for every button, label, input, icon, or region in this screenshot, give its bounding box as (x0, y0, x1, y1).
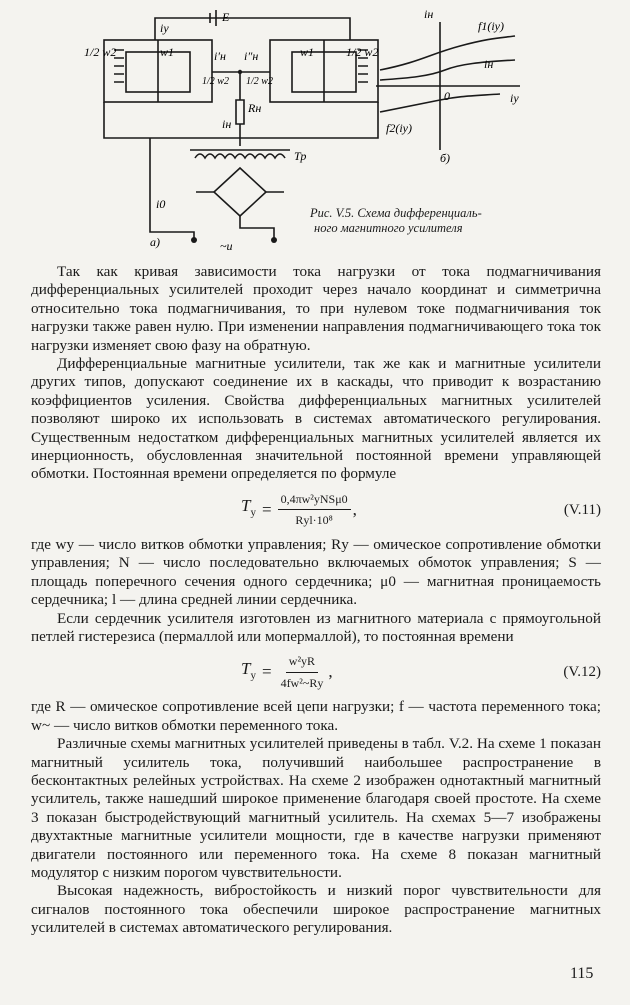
label-graph-f1: f1(iy) (478, 19, 504, 33)
paragraph-7: Высокая надежность, вибростойкость и низкий порог чувствительности для сигналов постоянного тока обеспечили широкое распространение магнитных усилителей в системах автоматического регулирования. (31, 882, 601, 937)
formula-v11-numerator: 0,4πw²уNSμ0 (278, 490, 351, 510)
caption-line-1: Рис. V.5. Схема дифференциаль- (310, 206, 482, 220)
formula-v11-number: (V.11) (563, 501, 601, 518)
label-half-w2-right: 1/2 w2 (346, 45, 379, 59)
formula-v11-tail: , (352, 499, 357, 519)
formula-v11-denominator: Rуl·10⁸ (295, 513, 333, 528)
formula-v12-fraction (278, 652, 327, 692)
formula-v12-numerator: w²уR (286, 652, 318, 672)
label-u: ~u (220, 239, 233, 253)
label-half-w2-mid-right: 1/2 w2 (246, 76, 273, 87)
paragraph-5: где R — омическое сопротивление всей цепи нагрузки; f — частота переменного тока; w~ — число витков обмотки переменного тока. (31, 698, 601, 734)
paragraph-6: Различные схемы магнитных усилителей приведены в табл. V.2. На схеме 1 показан магнитный усилитель тока, получивший наибольшее распространение в бесконтактных релейных устройствах. На схеме 2 изображен однотактный магнитный усилитель, также нашедший широкое применение благодаря своей простоте. На схеме 3 показан быстродействующий магнитный усилитель. На схемах 5—7 изображены двухтактные магнитные усилители мощности, где в качестве нагрузки применяют двигатели постоянного или переменного тока. На схеме 8 показан магнитный модулятор с низким порогом чувствительности. (31, 735, 601, 881)
label-iH: iн (222, 117, 232, 131)
curve-iH (380, 60, 515, 80)
paragraph-1: Так как кривая зависимости тока нагрузки от тока подмагничивания дифференциальных усилителей проходит через начало координат и симметрична относительно тока подмагничивания, то при нулевом токе подмагничивания ток нагрузки также равен нулю. При изменении направления подмагничивающего тока ток нагрузки изменяет свою фазу на обратную. (31, 263, 601, 354)
label-graph-origin: 0 (444, 89, 450, 103)
figure-caption (310, 206, 560, 236)
body-text (31, 263, 601, 938)
label-graph-iH-axis: iн (424, 7, 434, 21)
label-half-w2-left: 1/2 w2 (84, 45, 117, 59)
formula-v11-lhs: $T_у$ (241, 496, 256, 519)
label-i0: i0 (156, 197, 166, 211)
formula-v12-lhs: $T_у$ (241, 658, 256, 682)
label-RH: Rн (248, 101, 262, 115)
label-graph-iy-axis: iy (510, 91, 519, 105)
rectifier-bridge (214, 168, 266, 216)
formula-v12-number: (V.12) (563, 664, 601, 681)
label-iy: iy (160, 21, 169, 35)
paragraph-3: где wу — число витков обмотки управления; Rу — омическое сопротивление обмотки управления; N — число последовательно включаемых обмоток управления; S — площадь поперечного сечения одного сердечника; μ0 — магнитная проницаемость сердечника; l — длина средней линии сердечника. (31, 535, 601, 609)
label-iH-double-prime: i″н (244, 49, 259, 63)
formula-v11: $T_у$ = $\frac{\text{0,4πw²уNSμ0}}{\text{Rуl·10⁸}}$ , (V.11) (31, 484, 601, 536)
paragraph-2: Дифференциальные магнитные усилители, так же как и магнитные усилители других типов, допускают соединение их в каскады, что приводит к возрастанию коэффициентов усиления. Свойства дифференциальных магнитных усилителей позволяют широко их использовать в системах автоматического регулирования. Существенным недостатком дифференциальных магнитных усилителей является их инерционность, обусловленная значительной постоянной времени управляющей обмотки. Постоянная времени определяется по формуле (31, 355, 601, 483)
formula-v11-fraction (278, 490, 351, 530)
label-w1-right: w1 (300, 45, 315, 59)
formula-v12: $T_у$ = $\frac{\text{w²уR}}{\text{4fw²\textasciitilde{}Rу}}$ , (V.12) (31, 646, 601, 698)
page-number: 115 (570, 965, 594, 982)
curve-f1 (380, 36, 515, 70)
label-graph-f2: f2(iy) (386, 121, 412, 135)
formula-v12-lhs-sub: у (250, 669, 256, 682)
formula-v12-tail: , (328, 662, 333, 682)
paragraph-4: Если сердечник усилителя изготовлен из магнитного материала с прямоугольной петлей гистерезиса (пермаллой или мопермаллой), то постоянная времени (31, 609, 601, 645)
formula-v11-lhs-sub: у (250, 506, 256, 519)
label-Tp: Тр (294, 149, 307, 163)
label-iH-prime: i′н (214, 49, 226, 63)
label-half-w2-mid-left: 1/2 w2 (202, 76, 229, 87)
label-E: E (222, 10, 230, 24)
formula-v12-denominator: 4fw²~Rу (280, 675, 324, 690)
label-panel-a: а) (150, 235, 160, 249)
label-w1-left: w1 (160, 45, 175, 59)
figure-v5 (0, 0, 630, 258)
label-panel-b: б) (440, 151, 451, 165)
label-graph-iH-curve: iн (484, 57, 494, 71)
caption-line-2: ного магнитного усилителя (314, 221, 463, 235)
